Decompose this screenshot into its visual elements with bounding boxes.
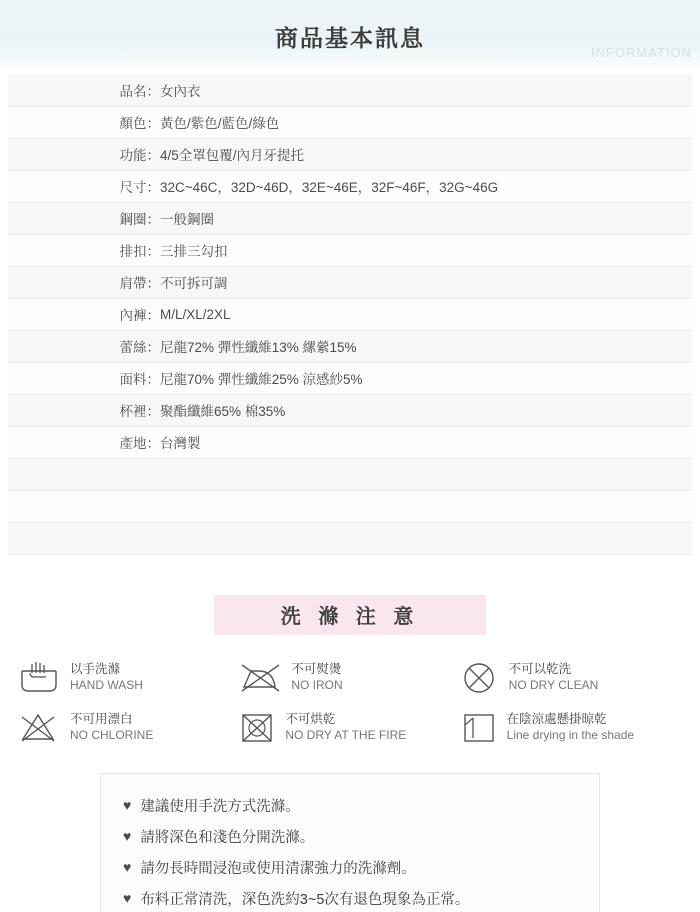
wash-care-title: 洗 滌 注 意 xyxy=(280,606,420,628)
no-iron-icon xyxy=(239,661,283,695)
spec-label: 尺寸： xyxy=(8,170,160,202)
table-row xyxy=(8,298,692,330)
spec-label: 鋼圈： xyxy=(8,202,160,234)
note-text: 請勿長時間浸泡或使用清潔強力的洗滌劑。 xyxy=(140,860,416,877)
spec-value: 黃色/紫色/藍色/綠色 xyxy=(160,106,692,138)
hand-wash-icon xyxy=(18,661,62,695)
spec-value: M/L/XL/2XL xyxy=(160,298,692,330)
wash-care-item xyxy=(239,711,460,745)
wash-care-label-zh: 以手洗滌 xyxy=(70,662,121,677)
spec-label: 杯裡： xyxy=(8,394,160,426)
wash-care-label-en: NO DRY CLEAN xyxy=(508,677,599,692)
spec-value: 不可拆可調 xyxy=(160,266,692,298)
table-row xyxy=(8,426,692,458)
wash-care-label-en: NO DRY AT THE FIRE xyxy=(285,727,407,742)
spec-label: 品名： xyxy=(8,74,160,106)
spec-label: 功能： xyxy=(8,138,160,170)
note-item xyxy=(123,852,581,883)
wash-care-item xyxy=(18,661,239,695)
no-dry-clean-icon xyxy=(461,661,501,695)
wash-care-label xyxy=(70,662,143,693)
spec-value: 三排三勾扣 xyxy=(160,234,692,266)
spec-table xyxy=(8,74,692,555)
wash-care-item xyxy=(239,661,460,695)
wash-care-label-zh: 不可烘乾 xyxy=(285,712,336,727)
wash-care-item xyxy=(18,711,239,745)
note-text: 布料正常清洗，深色洗約3~5次有退色現象為正常。 xyxy=(140,891,470,908)
wash-care-label xyxy=(507,712,634,743)
wash-care-notes xyxy=(100,773,600,912)
wash-care-icon-grid xyxy=(18,661,682,745)
note-text: 請將深色和淺色分開洗滌。 xyxy=(140,829,315,846)
spec-value: 台灣製 xyxy=(160,426,692,458)
wash-care-title-bar xyxy=(214,595,486,635)
line-dry-shade-icon xyxy=(461,711,499,745)
note-item xyxy=(123,821,581,852)
wash-care-label-en: HAND WASH xyxy=(70,677,143,692)
wash-care-label-en: Line drying in the shade xyxy=(506,727,635,742)
table-row-blank xyxy=(8,458,692,490)
table-row xyxy=(8,362,692,394)
heart-icon: ♥ xyxy=(123,890,132,906)
wash-care-label xyxy=(285,712,406,743)
page-title: 商品基本訊息 xyxy=(275,24,425,51)
table-row-blank xyxy=(8,522,692,554)
page-subtitle: INFORMATION xyxy=(590,45,692,60)
heart-icon: ♥ xyxy=(123,859,132,875)
note-item xyxy=(123,883,581,912)
spec-label: 產地： xyxy=(8,426,160,458)
spec-table-body xyxy=(8,74,692,554)
spec-value: 4/5全罩包覆/內月牙提托 xyxy=(160,138,692,170)
table-row xyxy=(8,106,692,138)
wash-care-label xyxy=(509,662,599,693)
table-row xyxy=(8,394,692,426)
wash-care-label-en: NO CHLORINE xyxy=(70,727,154,742)
wash-care-label-zh: 在陰涼處懸掛晾乾 xyxy=(506,712,607,727)
spec-label: 肩帶： xyxy=(8,266,160,298)
watermark: 愛衣朵 xyxy=(232,420,467,496)
spec-value: 尼龍70% 彈性纖維25% 涼感紗5% xyxy=(160,362,692,394)
spec-label: 蕾絲： xyxy=(8,330,160,362)
spec-value: 尼龍72% 彈性纖維13% 縲縈15% xyxy=(160,330,692,362)
heart-icon: ♥ xyxy=(123,828,132,844)
table-row xyxy=(8,74,692,106)
wash-care-label-zh: 不可用漂白 xyxy=(70,712,133,727)
spec-value: 女內衣 xyxy=(160,74,692,106)
page-header xyxy=(0,0,700,72)
table-row xyxy=(8,266,692,298)
note-text: 建議使用手洗方式洗滌。 xyxy=(140,798,300,815)
wash-care-label-zh: 不可以乾洗 xyxy=(508,662,572,677)
note-item xyxy=(123,790,581,821)
heart-icon: ♥ xyxy=(123,797,132,813)
spec-label: 排扣： xyxy=(8,234,160,266)
spec-label: 顏色： xyxy=(8,106,160,138)
spec-table-wrapper xyxy=(8,74,692,555)
no-chlorine-icon xyxy=(18,711,62,745)
table-row-blank xyxy=(8,490,692,522)
table-row xyxy=(8,138,692,170)
wash-care-item xyxy=(461,711,682,745)
spec-value: 32C~46C，32D~46D，32E~46E，32F~46F，32G~46G xyxy=(160,170,692,202)
wash-care-label xyxy=(291,662,342,693)
spec-value: 一般鋼圈 xyxy=(160,202,692,234)
wash-care-item xyxy=(461,661,682,695)
table-row xyxy=(8,202,692,234)
wash-care-label-en: NO IRON xyxy=(291,677,343,692)
spec-label: 面料： xyxy=(8,362,160,394)
table-row xyxy=(8,330,692,362)
spec-label: 內褲： xyxy=(8,298,160,330)
no-tumble-dry-icon xyxy=(239,711,277,745)
table-row xyxy=(8,170,692,202)
wash-care-label xyxy=(70,712,153,743)
table-row xyxy=(8,234,692,266)
wash-care-label-zh: 不可熨燙 xyxy=(291,662,342,677)
spec-value: 聚酯纖維65% 棉35% xyxy=(160,394,692,426)
